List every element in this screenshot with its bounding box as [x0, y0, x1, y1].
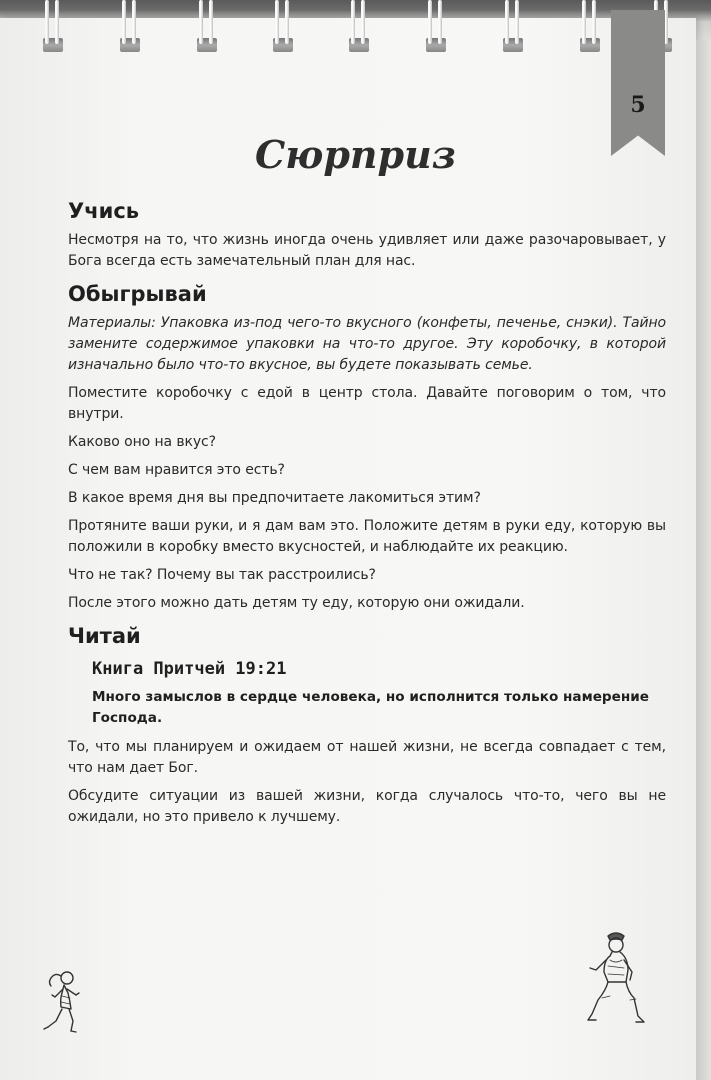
- page-content: [68, 196, 666, 835]
- spiral-ring: [496, 0, 528, 52]
- spiral-ring: [113, 0, 145, 52]
- verse-reference: Книга Притчей 19:21: [92, 659, 287, 679]
- play-paragraph: С чем вам нравится это есть?: [68, 462, 285, 478]
- materials-text: Материалы: Упаковка из-под чего-то вкусного (конфеты, печенье, снэки). Тайно замените содержимое упаковки на что-то другое. Эту коробочку, в которой изначально было что-то вкусное, вы будете показывать семье.: [68, 315, 666, 373]
- section-heading-learn: Учись: [68, 199, 140, 223]
- section-heading-read: Читай: [68, 624, 141, 648]
- spiral-ring: [190, 0, 222, 52]
- spiral-ring: [342, 0, 374, 52]
- read-paragraph: Обсудите ситуации из вашей жизни, когда случалось что-то, чего вы не ожидали, но это привело к лучшему.: [68, 788, 666, 825]
- spiral-ring: [573, 0, 605, 52]
- page-number: 5: [630, 92, 646, 118]
- running-girl-icon: [40, 968, 92, 1042]
- play-paragraph: Каково оно на вкус?: [68, 434, 216, 450]
- page-title: Сюрприз: [255, 132, 456, 177]
- learn-text: Несмотря на то, что жизнь иногда очень удивляет или даже разочаровывает, у Бога всегда есть замечательный план для нас.: [68, 232, 666, 269]
- spiral-ring: [419, 0, 451, 52]
- section-heading-play: Обыгрывай: [68, 282, 207, 306]
- play-paragraph: Протяните ваши руки, и я дам вам это. Положите детям в руки еду, которую вы положили в коробку вместо вкусностей, и наблюдайте их реакцию.: [68, 518, 666, 555]
- spiral-ring: [266, 0, 298, 52]
- verse-text: Много замыслов в сердце человека, но исполнится только намерение Господа.: [92, 689, 650, 726]
- walking-boy-icon: [584, 930, 650, 1036]
- play-paragraph: Что не так? Почему вы так расстроились?: [68, 567, 376, 583]
- page-stack-edge: [696, 40, 711, 1080]
- play-paragraph: Поместите коробочку с едой в центр стола. Давайте поговорим о том, что внутри.: [68, 385, 666, 422]
- play-paragraph: В какое время дня вы предпочитаете лакомиться этим?: [68, 490, 481, 506]
- read-paragraph: То, что мы планируем и ожидаем от нашей жизни, не всегда совпадает с тем, что нам дает Бог.: [68, 739, 666, 776]
- play-paragraph: После этого можно дать детям ту еду, которую они ожидали.: [68, 595, 525, 611]
- spiral-ring: [36, 0, 68, 52]
